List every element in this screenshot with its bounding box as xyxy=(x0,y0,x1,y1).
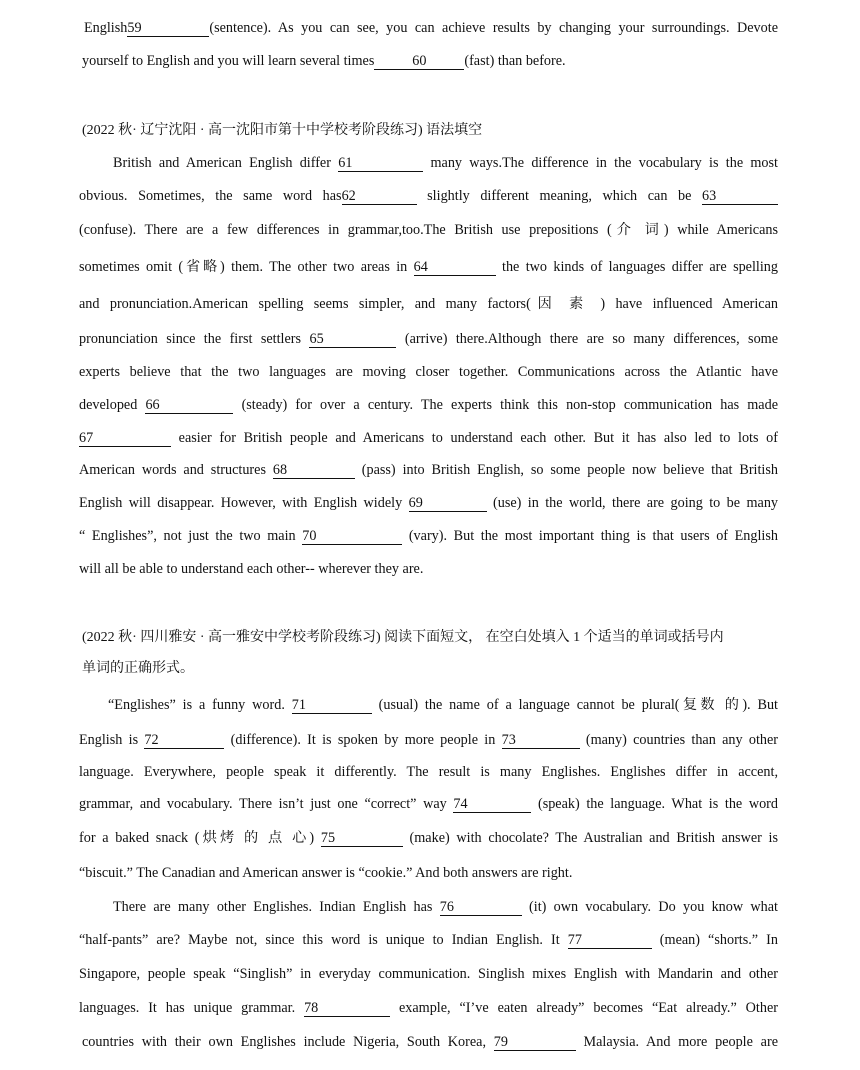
blank-number: 62 xyxy=(341,188,356,204)
text-segment: for a baked snack (烘烤 的 点 心) xyxy=(79,830,321,846)
blank-number: 74 xyxy=(453,796,468,812)
blank-number: 68 xyxy=(272,462,288,478)
section1-heading: (2022 秋· 辽宁沈阳 · 高一沈阳市第十中学校考阶段练习) 语法填空 xyxy=(82,123,483,138)
blank-number: 75 xyxy=(320,830,336,846)
text-segment: easier for British people and Americans to understand each other. But it has also led to lots of xyxy=(171,430,778,446)
text-segment: language. Everywhere, people speak it differently. The result is many Englishes. Englishes differ in accent, xyxy=(79,764,778,780)
s1-line-2 xyxy=(79,187,778,205)
blank-60[interactable] xyxy=(374,54,464,70)
blank-number: 76 xyxy=(439,899,454,915)
text-segment: countries with their own Englishes include Nigeria, South Korea, xyxy=(82,1034,494,1050)
text-segment: many ways.The difference in the vocabulary is the most xyxy=(423,155,778,171)
s2-line-10 xyxy=(79,999,778,1017)
intro-line-2 xyxy=(82,52,782,70)
text-segment: (usual) the name of a language cannot be plural(复数 的). But xyxy=(371,697,778,713)
blank-76[interactable] xyxy=(440,900,522,916)
blank-number: 70 xyxy=(302,528,317,544)
blank-number: 79 xyxy=(493,1034,508,1050)
text-segment: (it) own vocabulary. Do you know what xyxy=(521,899,778,915)
text-segment: Malaysia. And more people are xyxy=(575,1034,778,1050)
text-segment: experts believe that the two languages are moving closer together. Communications across the Atlantic have xyxy=(79,364,778,380)
s2-line-9 xyxy=(79,965,778,983)
blank-number: 77 xyxy=(567,932,582,948)
blank-number: 71 xyxy=(291,697,306,713)
blank-number: 63 xyxy=(702,188,717,204)
s2-line-1 xyxy=(108,696,778,714)
text-segment: There are many other Englishes. Indian English has xyxy=(113,899,440,915)
text-segment: “ Englishes”, not just the two main xyxy=(79,528,303,544)
blank-63[interactable] xyxy=(702,189,778,205)
text-segment: (speak) the language. What is the word xyxy=(531,796,778,812)
text-segment: (make) with chocolate? The Australian and British answer is xyxy=(402,830,779,846)
blank-65[interactable] xyxy=(309,332,396,348)
blank-62[interactable] xyxy=(342,189,417,205)
s1-line-8 xyxy=(79,396,778,414)
text-segment: (confuse). There are a few differences in grammar,too.The British use prepositions (介 词) while Americans xyxy=(79,222,778,238)
blank-79[interactable] xyxy=(494,1035,576,1051)
blank-number: 73 xyxy=(501,732,516,748)
text-segment: (steady) for over a century. The experts think this non-stop communication has made xyxy=(233,397,778,413)
text-segment: (difference). It is spoken by more people in xyxy=(224,732,502,748)
blank-69[interactable] xyxy=(409,496,487,512)
s2-line-3 xyxy=(79,763,778,781)
text-segment: will all be able to understand each other-- wherever they are. xyxy=(79,561,424,577)
blank-59[interactable] xyxy=(127,21,209,37)
blank-67[interactable] xyxy=(79,431,171,447)
text-segment: (sentence). As you can see, you can achieve results by changing your surroundings. Devote xyxy=(209,20,778,36)
text-segment: (fast) than before. xyxy=(464,53,566,69)
text-segment: example, “I’ve eaten already” becomes “Eat already.” Other xyxy=(390,1000,778,1016)
blank-75[interactable] xyxy=(321,831,403,847)
text-segment: obvious. Sometimes, the same word has xyxy=(79,188,342,204)
text-segment: (pass) into British English, so some people now believe that British xyxy=(354,462,778,478)
blank-number: 66 xyxy=(145,397,160,413)
text-segment: yourself to English and you will learn several times xyxy=(82,53,375,69)
text-segment: and pronunciation.American spelling seems simpler, and many factors(因 素 ) have influenced American xyxy=(79,296,778,312)
blank-number: 67 xyxy=(79,430,94,446)
text-segment: (many) countries than any other xyxy=(579,732,778,748)
s2-line-2 xyxy=(79,731,778,749)
s2-line-5 xyxy=(79,829,778,847)
s1-line-9 xyxy=(79,429,778,447)
blank-number: 72 xyxy=(144,732,159,748)
s1-line-3 xyxy=(79,221,778,239)
text-segment: “half-pants” are? Maybe not, since this word is unique to Indian English. It xyxy=(79,932,568,948)
blank-71[interactable] xyxy=(292,698,372,714)
text-segment: (use) in the world, there are going to be many xyxy=(486,495,779,511)
blank-number: 78 xyxy=(304,1000,319,1016)
text-segment: sometimes omit (省略) them. The other two areas in xyxy=(79,259,414,275)
s2-line-6 xyxy=(79,864,860,882)
text-segment: American words and structures xyxy=(79,462,273,478)
text-segment: slightly different meaning, which can be xyxy=(416,188,702,204)
s1-line-11 xyxy=(79,494,778,512)
blank-number: 65 xyxy=(309,331,324,347)
text-segment: English is xyxy=(79,732,145,748)
blank-number: 61 xyxy=(338,155,353,171)
s2-line-7 xyxy=(113,898,778,916)
text-segment: (arrive) there.Although there are so many differences, some xyxy=(396,331,779,347)
blank-number: 64 xyxy=(413,259,428,275)
section2-heading-2: 单词的正确形式。 xyxy=(82,661,194,676)
text-segment: developed xyxy=(79,397,146,413)
blank-77[interactable] xyxy=(568,933,652,949)
text-segment: “biscuit.” The Canadian and American answer is “cookie.” And both answers are right. xyxy=(79,865,573,881)
text-segment: (vary). But the most important thing is that users of English xyxy=(402,528,778,544)
s1-line-10 xyxy=(79,461,778,479)
blank-74[interactable] xyxy=(453,797,531,813)
blank-68[interactable] xyxy=(273,463,355,479)
blank-73[interactable] xyxy=(502,733,580,749)
blank-78[interactable] xyxy=(304,1001,390,1017)
s1-line-4 xyxy=(79,258,778,276)
s1-line-13 xyxy=(79,560,860,578)
text-segment: the two kinds of languages differ are spelling xyxy=(495,259,778,275)
s2-line-4 xyxy=(79,795,778,813)
s1-line-7 xyxy=(79,363,778,381)
s1-line-6 xyxy=(79,330,778,348)
s1-line-1 xyxy=(113,154,778,172)
blank-number: 60 xyxy=(412,53,427,69)
text-segment: grammar, and vocabulary. There isn’t just one “correct” way xyxy=(79,796,454,812)
blank-61[interactable] xyxy=(338,156,423,172)
blank-number: 69 xyxy=(408,495,423,511)
s2-line-11 xyxy=(82,1033,778,1051)
section2-heading-1: (2022 秋· 四川雅安 · 高一雅安中学校考阶段练习) 阅读下面短文， 在空白处填入 1 个适当的单词或括号内 xyxy=(82,630,724,645)
blank-number: 59 xyxy=(127,20,142,36)
blank-64[interactable] xyxy=(414,260,496,276)
blank-70[interactable] xyxy=(302,529,402,545)
s1-line-12 xyxy=(79,527,778,545)
blank-66[interactable] xyxy=(145,398,233,414)
text-segment: (mean) “shorts.” In xyxy=(651,932,778,948)
text-segment: British and American English differ xyxy=(113,155,339,171)
text-segment: pronunciation since the first settlers xyxy=(79,331,310,347)
text-segment: languages. It has unique grammar. xyxy=(79,1000,305,1016)
blank-72[interactable] xyxy=(144,733,224,749)
text-segment: “Englishes” is a funny word. xyxy=(108,697,292,713)
text-segment: English xyxy=(84,20,128,36)
s2-line-8 xyxy=(79,931,778,949)
text-segment: Singapore, people speak “Singlish” in everyday communication. Singlish mixes English with Mandarin and other xyxy=(79,966,778,982)
intro-line-1 xyxy=(84,19,778,37)
text-segment: English will disappear. However, with English widely xyxy=(79,495,409,511)
s1-line-5 xyxy=(79,295,778,313)
